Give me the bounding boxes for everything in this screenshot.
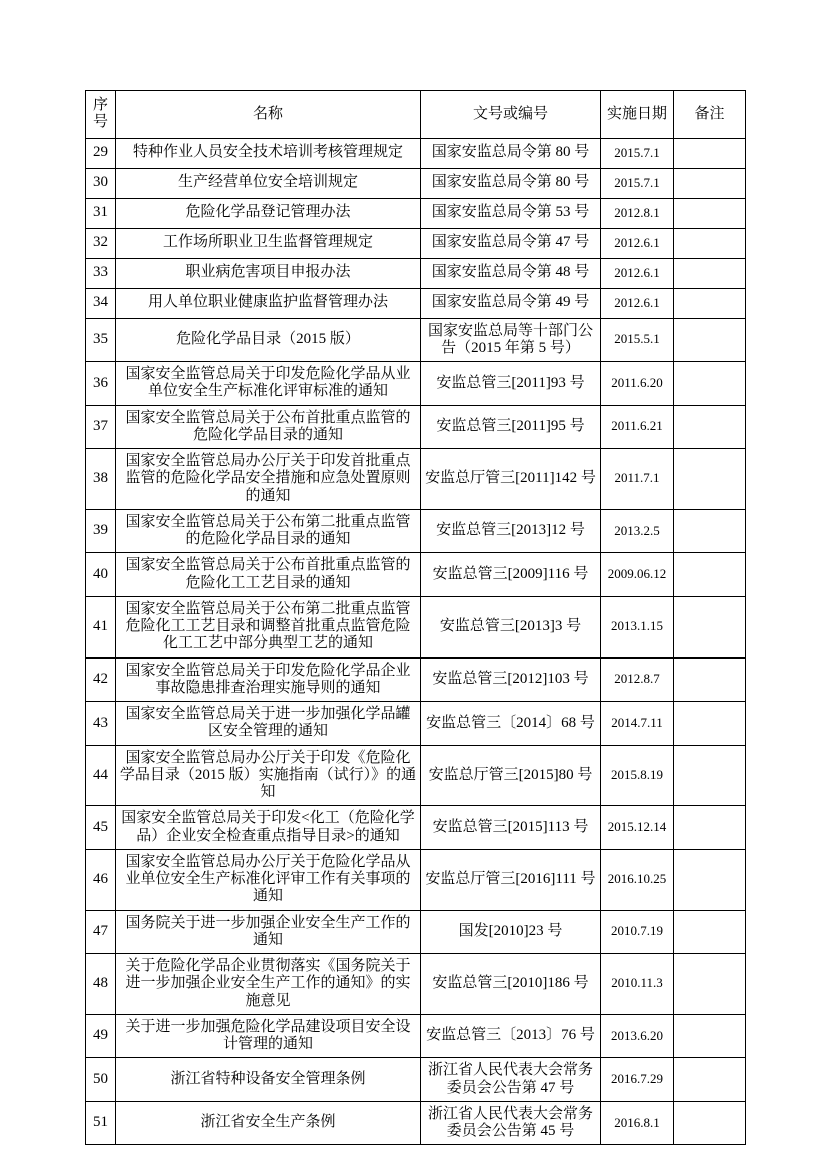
table-row — [86, 228, 746, 258]
cell-doc: 国家安监总局令第 80 号 — [421, 138, 601, 168]
cell-no: 40 — [86, 553, 116, 597]
cell-doc: 安监总管三[2009]116 号 — [421, 553, 601, 597]
cell-date: 2013.6.20 — [601, 1014, 674, 1058]
cell-no: 39 — [86, 509, 116, 553]
cell-note — [674, 509, 746, 553]
cell-no: 30 — [86, 168, 116, 198]
cell-date: 2011.6.21 — [601, 405, 674, 449]
cell-date: 2016.10.25 — [601, 849, 674, 910]
header-doc: 文号或编号 — [421, 91, 601, 139]
cell-note — [674, 849, 746, 910]
cell-name: 国家安全监管总局办公厅关于危险化学品从业单位安全生产标准化评审工作有关事项的通知 — [116, 849, 421, 910]
cell-doc: 国家安监总局等十部门公告（2015 年第 5 号） — [421, 318, 601, 362]
table-row — [86, 1014, 746, 1058]
cell-name: 国家安全监管总局关于公布第二批重点监管危险化工工艺目录和调整首批重点监管危险化工工艺中部分典型工艺的通知 — [116, 596, 421, 657]
cell-note — [674, 596, 746, 657]
cell-doc: 安监总厅管三[2011]142 号 — [421, 449, 601, 510]
table-row — [86, 910, 746, 954]
cell-doc: 国家安监总局令第 48 号 — [421, 258, 601, 288]
cell-doc: 安监总管三〔2014〕68 号 — [421, 702, 601, 746]
cell-note — [674, 258, 746, 288]
table-row — [86, 138, 746, 168]
cell-date: 2015.8.19 — [601, 745, 674, 806]
cell-date: 2012.6.1 — [601, 228, 674, 258]
cell-note — [674, 658, 746, 702]
cell-name: 关于危险化学品企业贯彻落实《国务院关于进一步加强企业安全生产工作的通知》的实施意见 — [116, 954, 421, 1015]
table-row — [86, 1058, 746, 1102]
cell-date: 2014.7.11 — [601, 702, 674, 746]
cell-name: 国家安全监管总局关于印发危险化学品企业事故隐患排查治理实施导则的通知 — [116, 658, 421, 702]
table-row — [86, 553, 746, 597]
cell-date: 2016.8.1 — [601, 1101, 674, 1145]
cell-doc: 国家安监总局令第 80 号 — [421, 168, 601, 198]
table-row — [86, 198, 746, 228]
cell-name: 危险化学品登记管理办法 — [116, 198, 421, 228]
cell-no: 51 — [86, 1101, 116, 1145]
cell-no: 49 — [86, 1014, 116, 1058]
cell-no: 45 — [86, 806, 116, 850]
cell-doc: 安监总管三[2011]93 号 — [421, 362, 601, 406]
cell-note — [674, 1058, 746, 1102]
table-body — [86, 138, 746, 1145]
cell-no: 29 — [86, 138, 116, 168]
cell-date: 2012.6.1 — [601, 258, 674, 288]
cell-doc: 安监总管三[2013]12 号 — [421, 509, 601, 553]
cell-date: 2013.1.15 — [601, 596, 674, 657]
cell-note — [674, 806, 746, 850]
cell-name: 生产经营单位安全培训规定 — [116, 168, 421, 198]
table-row — [86, 745, 746, 806]
cell-note — [674, 198, 746, 228]
cell-name: 关于进一步加强危险化学品建设项目安全设计管理的通知 — [116, 1014, 421, 1058]
cell-date: 2016.7.29 — [601, 1058, 674, 1102]
cell-no: 46 — [86, 849, 116, 910]
cell-note — [674, 910, 746, 954]
cell-doc: 安监总管三[2012]103 号 — [421, 658, 601, 702]
cell-note — [674, 405, 746, 449]
cell-note — [674, 553, 746, 597]
table-row — [86, 362, 746, 406]
cell-no: 44 — [86, 745, 116, 806]
cell-no: 42 — [86, 658, 116, 702]
cell-note — [674, 745, 746, 806]
table-row — [86, 258, 746, 288]
cell-name: 国家安全监管总局关于印发<化工（危险化学品）企业安全检查重点指导目录>的通知 — [116, 806, 421, 850]
cell-no: 48 — [86, 954, 116, 1015]
cell-no: 50 — [86, 1058, 116, 1102]
cell-no: 34 — [86, 288, 116, 318]
cell-date: 2011.6.20 — [601, 362, 674, 406]
cell-name: 浙江省安全生产条例 — [116, 1101, 421, 1145]
table-row — [86, 405, 746, 449]
cell-date: 2012.6.1 — [601, 288, 674, 318]
cell-no: 31 — [86, 198, 116, 228]
cell-note — [674, 168, 746, 198]
table-row — [86, 449, 746, 510]
cell-note — [674, 1101, 746, 1145]
cell-doc: 国发[2010]23 号 — [421, 910, 601, 954]
cell-name: 国家安全监管总局关于公布首批重点监管的危险化学品目录的通知 — [116, 405, 421, 449]
cell-date: 2015.7.1 — [601, 168, 674, 198]
cell-no: 37 — [86, 405, 116, 449]
header-name: 名称 — [116, 91, 421, 139]
cell-doc: 安监总厅管三[2016]111 号 — [421, 849, 601, 910]
cell-date: 2015.7.1 — [601, 138, 674, 168]
cell-doc: 安监总管三[2013]3 号 — [421, 596, 601, 657]
cell-no: 43 — [86, 702, 116, 746]
cell-name: 国家安全监管总局办公厅关于印发《危险化学品目录（2015 版）实施指南（试行）》的通知 — [116, 745, 421, 806]
cell-doc: 安监总管三[2010]186 号 — [421, 954, 601, 1015]
cell-note — [674, 288, 746, 318]
cell-name: 国家安全监管总局关于进一步加强化学品罐区安全管理的通知 — [116, 702, 421, 746]
table-row — [86, 509, 746, 553]
cell-note — [674, 318, 746, 362]
cell-note — [674, 1014, 746, 1058]
table-row — [86, 596, 746, 657]
cell-date: 2012.8.7 — [601, 658, 674, 702]
cell-doc: 安监总管三[2015]113 号 — [421, 806, 601, 850]
cell-date: 2010.11.3 — [601, 954, 674, 1015]
table-row — [86, 1101, 746, 1145]
header-seq: 序号 — [86, 91, 116, 139]
cell-note — [674, 702, 746, 746]
cell-doc: 安监总厅管三[2015]80 号 — [421, 745, 601, 806]
cell-date: 2015.12.14 — [601, 806, 674, 850]
cell-doc: 国家安监总局令第 49 号 — [421, 288, 601, 318]
cell-name: 国家安全监管总局关于公布第二批重点监管的危险化学品目录的通知 — [116, 509, 421, 553]
table-row — [86, 168, 746, 198]
table-header — [86, 91, 746, 139]
cell-name: 职业病危害项目申报办法 — [116, 258, 421, 288]
cell-name: 国家安全监管总局办公厅关于印发首批重点监管的危险化学品安全措施和应急处置原则的通知 — [116, 449, 421, 510]
cell-date: 2011.7.1 — [601, 449, 674, 510]
table-row — [86, 318, 746, 362]
cell-note — [674, 138, 746, 168]
cell-note — [674, 954, 746, 1015]
cell-name: 国务院关于进一步加强企业安全生产工作的通知 — [116, 910, 421, 954]
table-row — [86, 658, 746, 702]
cell-name: 浙江省特种设备安全管理条例 — [116, 1058, 421, 1102]
cell-doc: 国家安监总局令第 53 号 — [421, 198, 601, 228]
cell-name: 工作场所职业卫生监督管理规定 — [116, 228, 421, 258]
cell-name: 国家安全监管总局关于公布首批重点监管的危险化工工艺目录的通知 — [116, 553, 421, 597]
cell-no: 32 — [86, 228, 116, 258]
table-row — [86, 702, 746, 746]
table-row — [86, 954, 746, 1015]
table-row — [86, 849, 746, 910]
cell-doc: 国家安监总局令第 47 号 — [421, 228, 601, 258]
cell-doc: 浙江省人民代表大会常务委员会公告第 45 号 — [421, 1101, 601, 1145]
cell-no: 36 — [86, 362, 116, 406]
cell-no: 33 — [86, 258, 116, 288]
cell-note — [674, 449, 746, 510]
cell-date: 2012.8.1 — [601, 198, 674, 228]
cell-date: 2009.06.12 — [601, 553, 674, 597]
cell-doc: 安监总管三[2011]95 号 — [421, 405, 601, 449]
cell-doc: 安监总管三〔2013〕76 号 — [421, 1014, 601, 1058]
table-row — [86, 288, 746, 318]
cell-doc: 浙江省人民代表大会常务委员会公告第 47 号 — [421, 1058, 601, 1102]
cell-note — [674, 228, 746, 258]
header-row — [86, 91, 746, 139]
cell-note — [674, 362, 746, 406]
cell-date: 2010.7.19 — [601, 910, 674, 954]
table-row — [86, 806, 746, 850]
cell-name: 国家安全监管总局关于印发危险化学品从业单位安全生产标准化评审标准的通知 — [116, 362, 421, 406]
cell-name: 特种作业人员安全技术培训考核管理规定 — [116, 138, 421, 168]
cell-no: 41 — [86, 596, 116, 657]
cell-name: 用人单位职业健康监护监督管理办法 — [116, 288, 421, 318]
cell-no: 38 — [86, 449, 116, 510]
header-note: 备注 — [674, 91, 746, 139]
header-date: 实施日期 — [601, 91, 674, 139]
cell-no: 35 — [86, 318, 116, 362]
cell-name: 危险化学品目录（2015 版） — [116, 318, 421, 362]
cell-no: 47 — [86, 910, 116, 954]
cell-date: 2015.5.1 — [601, 318, 674, 362]
regulations-table — [85, 90, 746, 1145]
cell-date: 2013.2.5 — [601, 509, 674, 553]
